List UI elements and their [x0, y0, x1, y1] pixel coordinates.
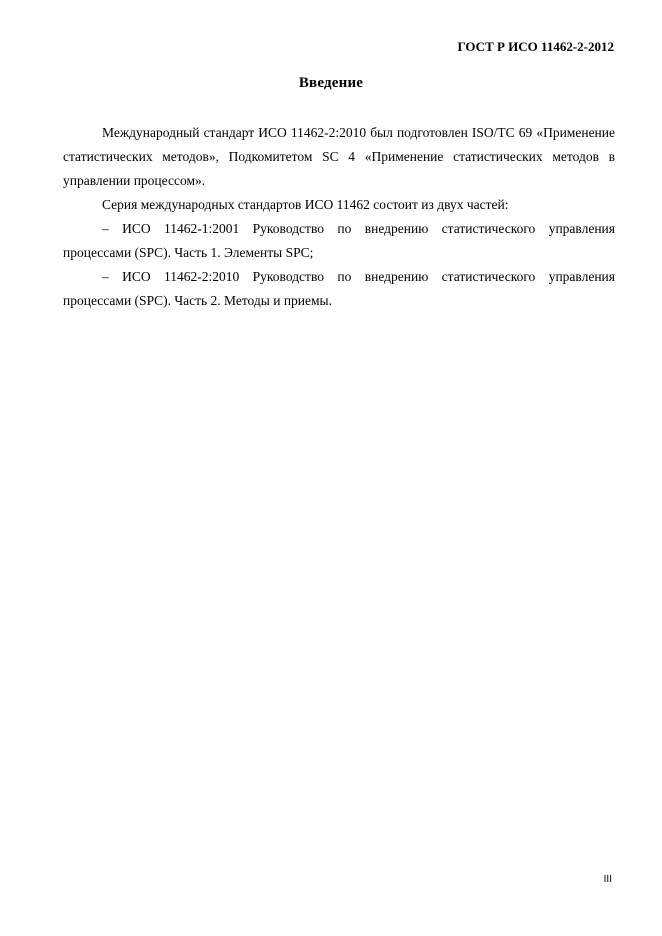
- section-title: Введение: [298, 75, 364, 91]
- paragraph-standard-origin: Международный стандарт ИСО 11462-2:2010 был подготовлен ISO/TC 69 «Применение статистических методов», Подкомитетом SC 4 «Применение статистических методов в управлении процессом».: [63, 125, 615, 188]
- paragraph-series-intro: Серия международных стандартов ИСО 11462 состоит из двух частей:: [102, 197, 509, 212]
- page-number: III: [603, 874, 612, 885]
- paragraph-part-1: – ИСО 11462-1:2001 Руководство по внедрению статистического управления процессами (SPC). Часть 1. Элементы SPC;: [63, 221, 615, 260]
- section-body: [63, 121, 615, 313]
- paragraph-part-2: – ИСО 11462-2:2010 Руководство по внедрению статистического управления процессами (SPC). Часть 2. Методы и приемы.: [63, 269, 615, 308]
- document-code-header: ГОСТ Р ИСО 11462-2-2012: [457, 39, 614, 54]
